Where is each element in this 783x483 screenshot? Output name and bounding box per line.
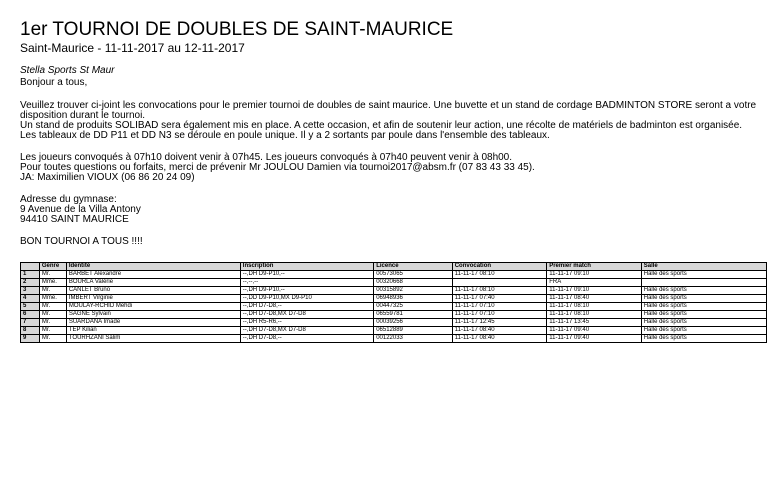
address-block — [20, 195, 770, 225]
cell-index: 6 — [21, 311, 40, 319]
cell-salle: Halle des sports — [641, 311, 766, 319]
cell-licence: 06512889 — [374, 327, 453, 335]
cell-identite: SUARDANA Imade — [66, 319, 240, 327]
cell-inscription: --,--,-- — [240, 279, 373, 287]
cell-identite: BOURLA Valérie — [66, 279, 240, 287]
cell-inscription: --,DH D7-D8,MX D7-D8 — [240, 311, 373, 319]
cell-inscription: --,DH D7-D8,MX D7-D8 — [240, 327, 373, 335]
table-row — [21, 335, 767, 343]
cell-salle: Halle des sports — [641, 295, 766, 303]
cell-licence: 06559781 — [374, 311, 453, 319]
cell-convocation: 11-11-17 08:40 — [452, 335, 547, 343]
cell-identite: MOULAY-RCHID Mehdi — [66, 303, 240, 311]
header-licence: Licence — [374, 263, 453, 271]
cell-salle: Halle des sports — [641, 319, 766, 327]
tournament-dates: Saint-Maurice - 11-11-2017 au 12-11-2017 — [20, 41, 245, 55]
cell-index: 3 — [21, 287, 40, 295]
header-index — [21, 263, 40, 271]
cell-premier-match: 11-11-17 08:10 — [547, 303, 642, 311]
table-row — [21, 287, 767, 295]
cell-licence: 00320668 — [374, 279, 453, 287]
header-genre: Genre — [39, 263, 66, 271]
info-paragraph — [20, 101, 770, 141]
cell-inscription: --,DH D7-D8,-- — [240, 335, 373, 343]
cell-identite: SAGNE Sylvain — [66, 311, 240, 319]
header-premier-match: Premier match — [547, 263, 642, 271]
cell-convocation: 11-11-17 08:40 — [452, 327, 547, 335]
cell-premier-match: 11-11-17 09:10 — [547, 287, 642, 295]
cell-salle — [641, 279, 766, 287]
cell-index: 2 — [21, 279, 40, 287]
cell-index: 5 — [21, 303, 40, 311]
cell-identite: IMBERT Virginie — [66, 295, 240, 303]
cell-convocation: 11-11-17 07:40 — [452, 295, 547, 303]
cell-identite: TEP Kilian — [66, 327, 240, 335]
cell-convocation: 11-11-17 07:10 — [452, 311, 547, 319]
cell-genre: Mr. — [39, 303, 66, 311]
cell-premier-match: 11-11-17 09:40 — [547, 327, 642, 335]
document-page — [20, 20, 770, 343]
table-row — [21, 311, 767, 319]
cell-genre: Mr. — [39, 335, 66, 343]
cell-genre: Mr. — [39, 287, 66, 295]
cell-genre: Mme. — [39, 279, 66, 287]
header-convocation: Convocation — [452, 263, 547, 271]
cell-identite: BARBET Alexandre — [66, 271, 240, 279]
header-salle: Salle — [641, 263, 766, 271]
table-row — [21, 327, 767, 335]
table-body — [21, 271, 767, 343]
table-header-row — [21, 263, 767, 271]
table-row — [21, 271, 767, 279]
cell-salle: Halle des sports — [641, 287, 766, 295]
convocation-paragraph — [20, 153, 770, 183]
table-row — [21, 295, 767, 303]
cell-salle: Halle des sports — [641, 335, 766, 343]
cell-licence: 00039256 — [374, 319, 453, 327]
cell-index: 4 — [21, 295, 40, 303]
cell-convocation: 11-11-17 07:10 — [452, 303, 547, 311]
header-inscription: Inscription — [240, 263, 373, 271]
cell-licence: 06948936 — [374, 295, 453, 303]
cell-licence: 00315892 — [374, 287, 453, 295]
table-row — [21, 279, 767, 287]
cell-convocation: 11-11-17 08:10 — [452, 271, 547, 279]
table-row — [21, 303, 767, 311]
cell-salle: Halle des sports — [641, 303, 766, 311]
cell-premier-match: 11-11-17 08:40 — [547, 295, 642, 303]
cell-index: 9 — [21, 335, 40, 343]
greeting: Bonjour a tous, — [20, 77, 88, 88]
cell-identite: CANLET Bruno — [66, 287, 240, 295]
cell-licence: 00122033 — [374, 335, 453, 343]
cell-index: 1 — [21, 271, 40, 279]
cell-genre: Mr. — [39, 319, 66, 327]
cell-premier-match: 11-11-17 08:10 — [547, 311, 642, 319]
cell-licence: 00573065 — [374, 271, 453, 279]
cell-inscription: --,DH R5-R6,-- — [240, 319, 373, 327]
cell-salle: Halle des sports — [641, 327, 766, 335]
cell-convocation: 11-11-17 12:45 — [452, 319, 547, 327]
convocation-table — [20, 262, 767, 343]
cell-premier-match: 11-11-17 13:45 — [547, 319, 642, 327]
closing-text: BON TOURNOI A TOUS !!!! — [20, 236, 143, 247]
cell-inscription: --,DH D7-D8,-- — [240, 303, 373, 311]
club-name: Stella Sports St Maur — [20, 65, 115, 76]
cell-identite: TOURHZANI Salim — [66, 335, 240, 343]
header-identite: Identité — [66, 263, 240, 271]
cell-convocation — [452, 279, 547, 287]
info-text: Veuillez trouver ci-joint les convocations pour le premier tournoi de doubles de saint maurice. Une buvette et un stand de cordage BADMINTON STORE seront a votre disposition durant le tournoi. Un stand de produits SOLIBAD sera également mis en place. A cette occasion, et afin de soutenir leur action, une récolte de matériels de badminton est organisée. Les tableaux de DD P11 et DD N3 se déroule en poule unique. Il y a 2 sortants par poule dans l'ensemble des tableaux. — [20, 100, 757, 141]
cell-inscription: --,DD D9-P10,MX D9-P10 — [240, 295, 373, 303]
gym-address: Adresse du gymnase: 9 Avenue de la Villa Antony 94410 SAINT MAURICE — [20, 194, 141, 225]
cell-premier-match: 11-11-17 09:40 — [547, 335, 642, 343]
cell-inscription: --,DH D9-P10,-- — [240, 271, 373, 279]
cell-premier-match: FRA — [547, 279, 642, 287]
cell-genre: Mr. — [39, 327, 66, 335]
table-row — [21, 319, 767, 327]
cell-premier-match: 11-11-17 09:10 — [547, 271, 642, 279]
cell-inscription: --,DH D9-P10,-- — [240, 287, 373, 295]
cell-genre: Mr. — [39, 271, 66, 279]
cell-convocation: 11-11-17 08:10 — [452, 287, 547, 295]
cell-genre: Mr. — [39, 311, 66, 319]
cell-genre: Mme. — [39, 295, 66, 303]
page-title: 1er TOURNOI DE DOUBLES DE SAINT-MAURICE — [20, 19, 454, 40]
cell-salle: Halle des sports — [641, 271, 766, 279]
cell-index: 8 — [21, 327, 40, 335]
cell-index: 7 — [21, 319, 40, 327]
convocation-text: Les joueurs convoqués à 07h10 doivent venir à 07h45. Les joueurs convoqués à 07h40 peuvent venir à 08h00. Pour toutes questions ou forfaits, merci de prévenir Mr JOULOU Damien via tournoi2017@absm.fr (07 83 43 33 45). JA: Maximilien VIOUX (06 86 20 24 09) — [20, 152, 535, 183]
cell-licence: 00447325 — [374, 303, 453, 311]
